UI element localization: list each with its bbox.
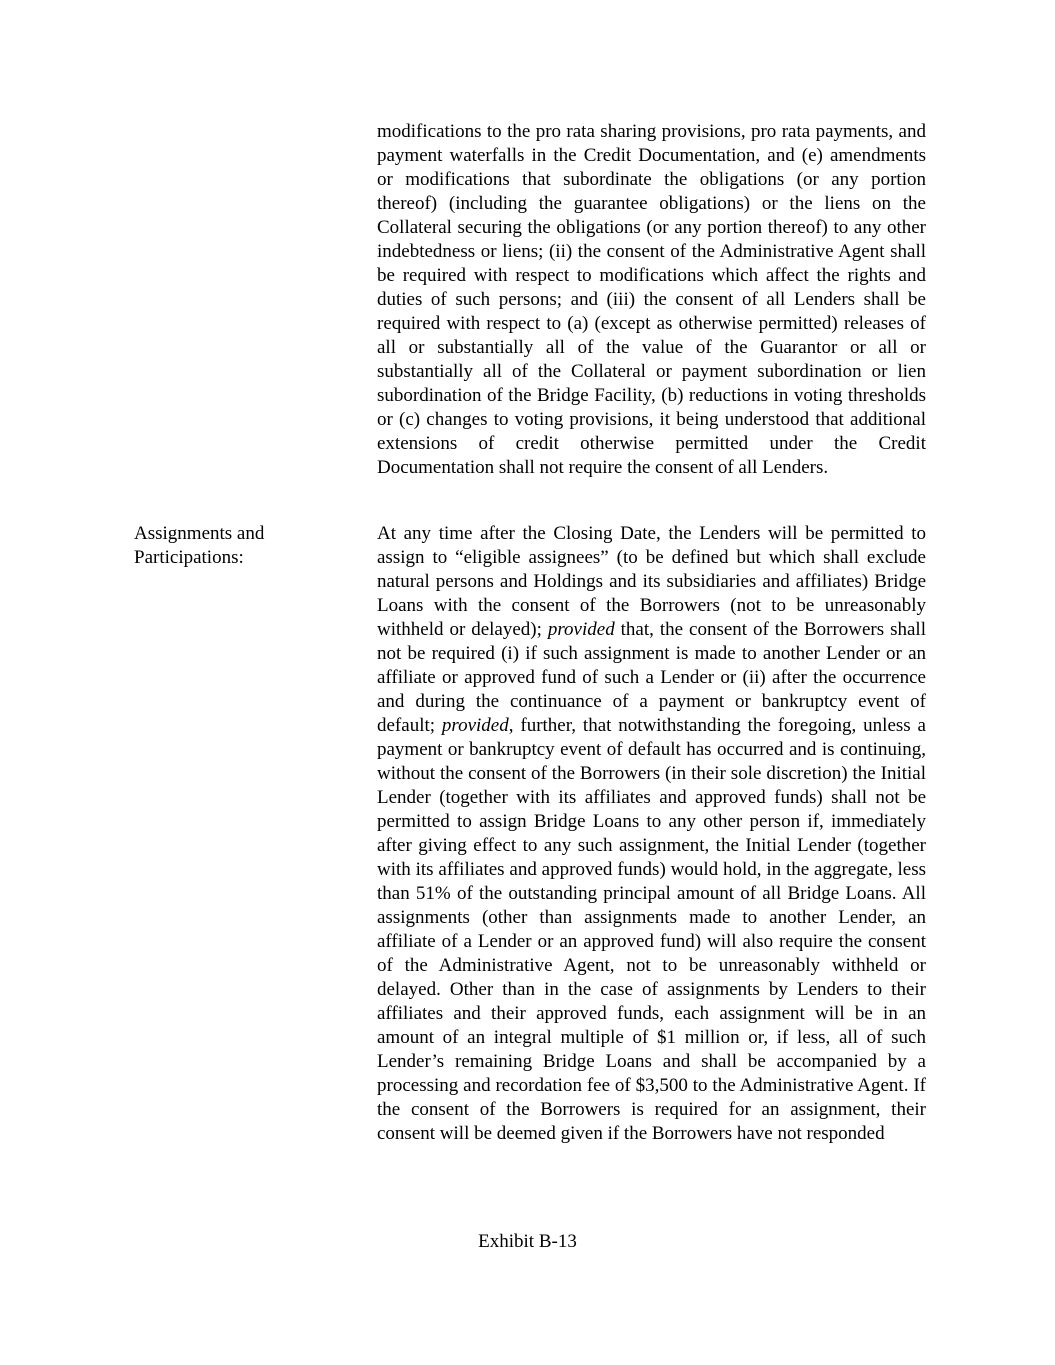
section-assignments-participations (134, 522, 926, 1146)
section-amendments-continuation (134, 120, 926, 480)
amendments-continuation-paragraph: modifications to the pro rata sharing provisions, pro rata payments, and payment waterfalls in the Credit Documentation, and (e) amendments or modifications that subordinate the obligations (or any portion thereof) (including the guarantee obligations) or the liens on the Collateral securing the obligations (or any portion thereof) to any other indebtedness or liens; (ii) the consent of the Administrative Agent shall be required with respect to modifications which affect the rights and duties of such persons; and (iii) the consent of all Lenders shall be required with respect to (a) (except as otherwise permitted) releases of all or substantially all of the value of the Guarantor or all or substantially all of the Collateral or payment subordination or lien subordination of the Bridge Facility, (b) reductions in voting thresholds or (c) changes to voting provisions, it being understood that additional extensions of credit otherwise permitted under the Credit Documentation shall not require the consent of all Lenders. (377, 121, 926, 478)
assignments-participations-label: Assignments and Participations: (134, 523, 265, 568)
document-content (134, 120, 926, 1146)
page-footer-exhibit-label: Exhibit B-13 (478, 1231, 577, 1252)
assignments-participations-paragraph: At any time after the Closing Date, the Lenders will be permitted to assign to “eligible assignees” (to be defined but which shall exclude natural persons and Holdings and its subsidiaries and affiliates) Bridge Loans with the consent of the Borrowers (not to be unreasonably withheld or delayed); provided that, the consent of the Borrowers shall not be required (i) if such assignment is made to another Lender or an affiliate or approved fund of such a Lender or (ii) after the occurrence and during the continuance of a payment or bankruptcy event of default; provided, further, that notwithstanding the foregoing, unless a payment or bankruptcy event of default has occurred and is continuing, without the consent of the Borrowers (in their sole discretion) the Initial Lender (together with its affiliates and approved funds) shall not be permitted to assign Bridge Loans to any other person if, immediately after giving effect to any such assignment, the Initial Lender (together with its affiliates and approved funds) would hold, in the aggregate, less than 51% of the outstanding principal amount of all Bridge Loans. All assignments (other than assignments made to another Lender, an affiliate of a Lender or an approved fund) will also require the consent of the Administrative Agent, not to be unreasonably withheld or delayed. Other than in the case of assignments by Lenders to their affiliates and their approved funds, each assignment will be in an amount of an integral multiple of $1 million or, if less, all of such Lender’s remaining Bridge Loans and shall be accompanied by a processing and recordation fee of $3,500 to the Administrative Agent. If the consent of the Borrowers is required for an assignment, their consent will be deemed given if the Borrowers have not responded (377, 523, 926, 1144)
